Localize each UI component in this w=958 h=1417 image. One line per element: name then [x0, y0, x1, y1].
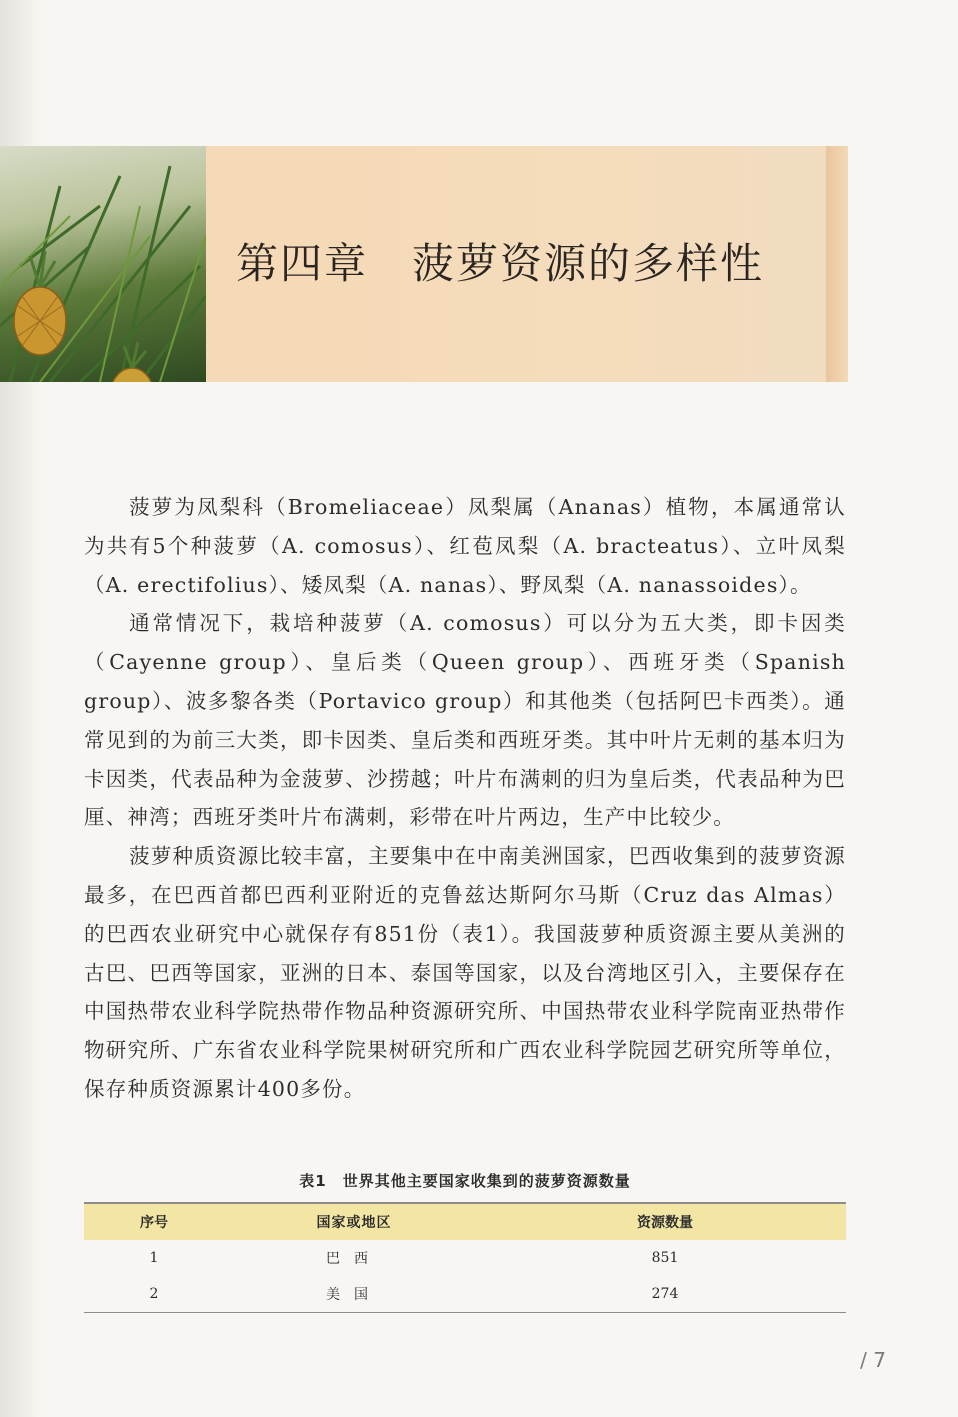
banner-edge [826, 146, 848, 382]
paragraph-3: 菠萝种质资源比较丰富，主要集中在中南美洲国家，巴西收集到的菠萝资源最多，在巴西首都巴西利亚附近的克鲁兹达斯阿尔马斯（Cruz das Almas）的巴西农业研究中心就保存有851份（表1）。我国菠萝种质资源主要从美洲的古巴、巴西等国家，亚洲的日本、泰国等国家，以及台湾地区引入，主要保存在中国热带农业科学院热带作物品种资源研究所、中国热带农业科学院南亚热带作物研究所、广东省农业科学院果树研究所和广西农业科学院园艺研究所等单位，保存种质资源累计400多份。 [84, 844, 846, 1101]
paragraph-1: 菠萝为凤梨科（Bromeliaceae）凤梨属（Ananas）植物，本属通常认为共有5个种菠萝（A. comosus）、红苞凤梨（A. bracteatus）、立叶凤梨（A. erectifolius）、矮凤梨（A. nanas）、野凤梨（A. nanassoides）。 [84, 495, 846, 597]
table-header-row [84, 1204, 846, 1240]
pineapple-photo [0, 146, 206, 382]
table-row [84, 1240, 846, 1276]
table-cell: 2 [149, 1286, 159, 1302]
table-title: 表1 世界其他主要国家收集到的菠萝资源数量 [299, 1172, 631, 1190]
chapter-title: 第四章 菠萝资源的多样性 [236, 239, 765, 288]
resource-table [84, 1202, 846, 1313]
table-cell: 巴西 [326, 1251, 382, 1267]
table-header-cell: 资源数量 [637, 1215, 693, 1231]
body-text [84, 488, 846, 1109]
chapter-banner [0, 146, 848, 382]
table-cell: 美国 [326, 1287, 382, 1303]
table-header-cell: 国家或地区 [316, 1215, 392, 1231]
table-cell: 1 [149, 1250, 159, 1266]
table-cell: 851 [651, 1250, 679, 1266]
page-number: / 7 [860, 1348, 886, 1372]
paragraph-2: 通常情况下，栽培种菠萝（A. comosus）可以分为五大类，即卡因类（Cayenne group）、皇后类（Queen group）、西班牙类（Spanish group）、波多黎各类（Portavico group）和其他类（包括阿巴卡西类）。通常见到的为前三大类，即卡因类、皇后类和西班牙类。其中叶片无刺的基本归为卡因类，代表品种为金菠萝、沙捞越；叶片布满刺的归为皇后类，代表品种为巴厘、神湾；西班牙类叶片布满刺，彩带在叶片两边，生产中比较少。 [84, 611, 846, 830]
table-cell: 274 [651, 1286, 679, 1302]
table-header-cell: 序号 [140, 1215, 168, 1231]
table-row [84, 1276, 846, 1312]
